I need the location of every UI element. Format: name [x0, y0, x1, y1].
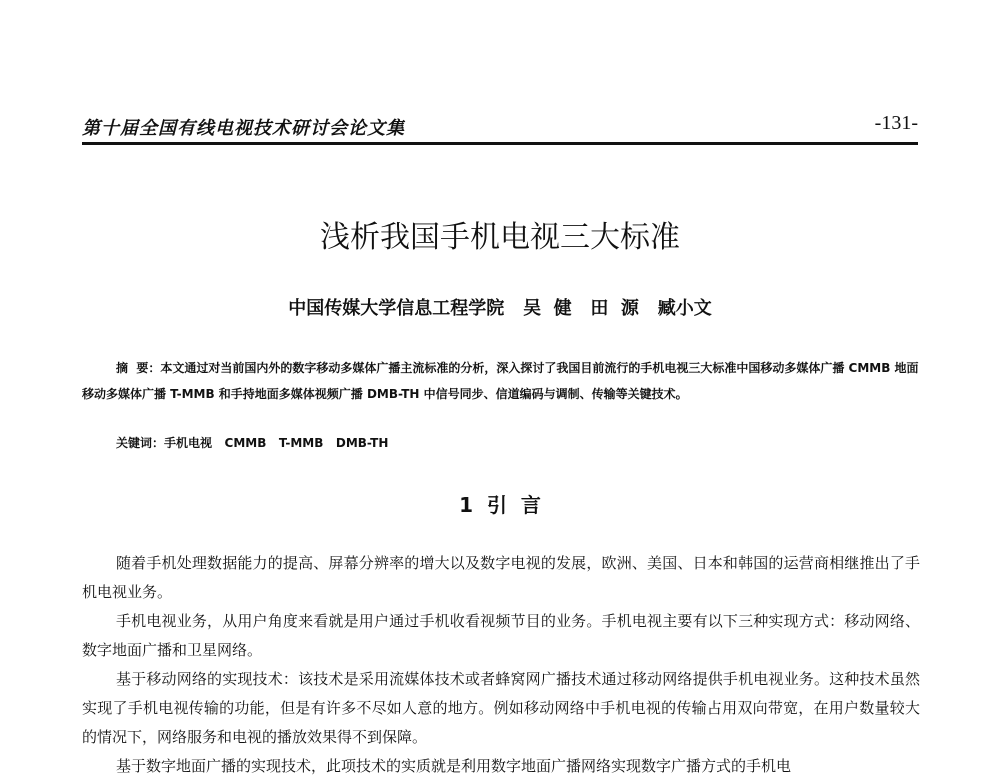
section-heading: 1 引 言 — [459, 493, 541, 517]
page-number: -131- — [874, 112, 918, 134]
paragraph: 基于移动网络的实现技术：该技术是采用流媒体技术或者蜂窝网广播技术通过移动网络提供手机电视业务。这种技术虽然实现了手机电视传输的功能，但是有许多不尽如人意的地方。例如移动网络中手机电视的传输占用双向带宽，在用户数量较大的情况下，网络服务和电视的播放效果得不到保障。 — [82, 670, 920, 746]
abstract-text: 本文通过对当前国内外的数字移动多媒体广播主流标准的分析，深入探讨了我国目前流行的手机电视三大标准中国移动多媒体广播 CMMB 地面移动多媒体广播 T-MMB 和手持地面多媒体视频广播 DMB-TH 中信号同步、信道编码与调制、传输等关键技术。 — [82, 361, 919, 401]
keywords — [116, 434, 916, 451]
abstract — [82, 355, 920, 407]
journal-name: 第十届全国有线电视技术研讨会论文集 — [82, 118, 405, 139]
authors-affiliation: 中国传媒大学信息工程学院 吴 健 田 源 臧小文 — [288, 298, 712, 319]
paragraph: 随着手机处理数据能力的提高、屏幕分辨率的增大以及数字电视的发展，欧洲、美国、日本和韩国的运营商相继推出了手机电视业务。 — [82, 554, 920, 601]
paragraph: 手机电视业务，从用户角度来看就是用户通过手机收看视频节目的业务。手机电视主要有以下三种实现方式：移动网络、数字地面广播和卫星网络。 — [82, 612, 920, 659]
running-header — [82, 112, 918, 145]
body-text — [82, 549, 920, 781]
paper-title: 浅析我国手机电视三大标准 — [320, 220, 680, 255]
paragraph: 基于数字地面广播的实现技术，此项技术的实质就是利用数字地面广播网络实现数字广播方式的手机电 — [116, 757, 792, 775]
keywords-text: 手机电视 CMMB T-MMB DMB-TH — [164, 436, 389, 450]
abstract-label: 摘 要： — [116, 361, 161, 375]
keywords-label: 关键词： — [116, 436, 165, 450]
